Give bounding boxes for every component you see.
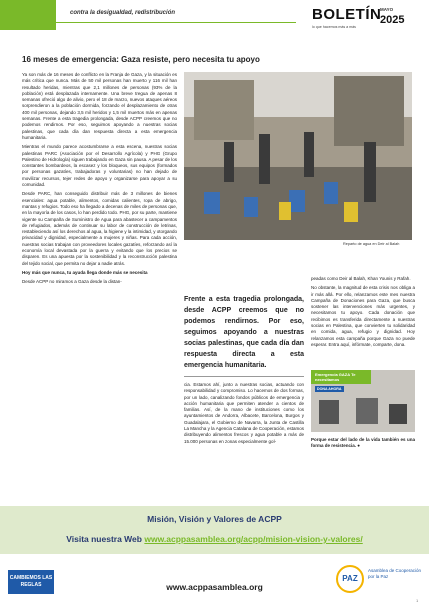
bulletin-subtitle: lo que hacemos más a más	[312, 25, 356, 29]
donate-button[interactable]: DONA AHORA	[317, 387, 342, 391]
header-rule	[56, 22, 296, 23]
mission-web-prefix: Visita nuestra Web	[66, 534, 142, 544]
issue-month: MAYO	[380, 7, 394, 12]
green-corner-block	[0, 0, 56, 30]
article-headline: 16 meses de emergencia: Gaza resiste, pero necesita tu apoyo	[22, 55, 260, 64]
paragraph-intro: Ya son más de 16 meses de conflicto en la Franja de Gaza, y la situación es más crítica que nunca. Más de 50 mil personas han muerto y 116 mil han resultado heridas, mientras que 2,1 millones de personas (93% de la población) está desplazada internamente. Una breve tregua de apenas 8 semanas ofreció algo de alivio, pero el 18 de marzo, nuevos ataques aéreos sorprendieron a la población dormida, forzando el desplazamiento de otras 400 mil personas, dejando 3,5 mil heridos y 1,5 mil muertos más en apenas semanas. Frente a esta tragedia prolongada, desde ACPP creemos que no podemos rendirnos. Por eso, seguimos apoyando a nuestras socias palestinas, que cada día dan respuesta directa a esta emergencia humanitaria.	[22, 72, 177, 140]
photo-caption: Reparto de agua en Deir al Balah	[343, 242, 400, 246]
paragraph-partners: Mientras el mundo parece acostumbrarse a esta escena, nuestras socias palestinas PARC (Asociación por el Desarrollo Agrícola) y PHG (Grupo Palestino de Hidrología) siguen trabajando en Gaza sin pausa. A pesar de los constantes bombardeos, la escasez y los bloqueos, sus equipos (formados por personas gazatíes, trabajadoras y voluntarias) no han dejado de movilizar recursos, tejer redes de apoyo y organizarse para apoyar a su comunidad.	[22, 144, 177, 188]
paragraph-places: peadas como Deir al Balah, Khan Younis y Rafah.	[311, 276, 411, 281]
paragraph-continued: Desde ACPP no miramos a Gaza desde la distan-	[22, 279, 122, 285]
paragraph-distribution: Desde PARC, han conseguido distribuir más de 3 millones de bienes esenciales: agua potable, alimentos, comidas calientes, ropa de abrigo, mantas y refugios. Todo eso ha llegado a decenas de miles de personas que, en la mayoría de los casos, lo han perdido todo. PHG, por su parte, mantiene vigente su Campaña de Suministro de Agua para abastecer a campamentos de refugiados, además de continuar su labor de construcción de letrinas, restableciendo así los derechos al agua, la higiene y la intimidad, y otorgando privacidad y dignidad, especialmente a mujeres y niñas. Para cada acción, nuestras socias trabajan con proveedores locales gazatíes, reforzando así la economía local devastada por la guerra y evitando que los precios se disparen. Es una apuesta por la sostenibilidad y la reconstrucción palestina del tejido social, que permita no dejar a nadie atrás.	[22, 191, 177, 266]
page-number: 1	[416, 598, 419, 603]
org-name: Asamblea de Cooperación por la Paz	[368, 568, 422, 579]
paz-logo: PAZ	[336, 565, 364, 593]
donation-campaign-image[interactable]	[311, 370, 415, 432]
footer-site-link[interactable]: www.acppasamblea.org	[166, 582, 263, 592]
paragraph-closing: Porque estar del lado de la vida también es una forma de resistencia. ●	[311, 437, 415, 449]
campaign-badge: CAMBIEMOS LAS REGLAS	[8, 570, 54, 594]
paragraph-campaign: No obstante, la magnitud de esta crisis nos obliga a ir más allá. Por ello, relanzamos este mes nuestra Campaña de Donaciones para Gaza, que busca sostener las intervenciones más urgentes, y necesitamos tu apoyo. Cada donación que recibimos es transferida directamente a nuestras socias en Palestina, que convierten tu solidaridad en comida, agua, refugio y dignidad. Hoy relanzamos esta campaña porque Gaza no puede esperar. Entra aquí, infórmate, comparte, dona.	[311, 285, 415, 347]
water-distribution-photo	[184, 72, 412, 240]
paragraph-funding: cia. Estamos ahí, junto a nuestras socias, actuando con responsabilidad y compromiso. Lo hacemos de dos formas, por un lado, canalizando fondos públicos de emergencia y acción humanitaria que permiten atender a cientos de familias. Así, de la mano de instituciones como los ayuntamientos de Andorra, Albacete, Barcelona, Burgos y Guadalajara, el Gobierno de Navarra, la Junta de Castilla La Mancha y la Agencia Catalana de Cooperación, estamos distribuyendo alimentos frescos y agua potable a más de 15.000 personas en zonas especialmente gol-	[184, 382, 304, 444]
mission-banner	[0, 506, 429, 554]
mission-link[interactable]: www.acppasamblea.org/acpp/mision-vision-y-valores/	[144, 534, 363, 544]
paragraph-highlight: Hoy más que nunca, tu ayuda llega donde más se necesita	[22, 269, 148, 275]
right-column	[311, 276, 415, 351]
middle-column	[184, 382, 304, 448]
left-column	[22, 72, 177, 289]
issue-year: 2025	[380, 14, 405, 26]
campaign-image-label: Emergencia GAZA Te necesitamos	[315, 372, 356, 382]
pull-quote-rule	[184, 376, 304, 377]
bulletin-title: BOLETÍN	[312, 6, 382, 23]
pull-quote: Frente a esta tragedia prolongada, desde ACPP creemos que no podemos rendirnos. Por eso, seguimos apoyando a nuestras socias palestinas, que cada día dan respuesta directa a esta emergencia humanitaria.	[184, 296, 304, 369]
closing-paragraph-block	[311, 437, 415, 453]
mission-web	[0, 534, 429, 544]
mission-title: Misión, Visión y Valores de ACPP	[147, 514, 282, 524]
header-tagline: contra la desigualdad, redistribución	[70, 10, 176, 16]
